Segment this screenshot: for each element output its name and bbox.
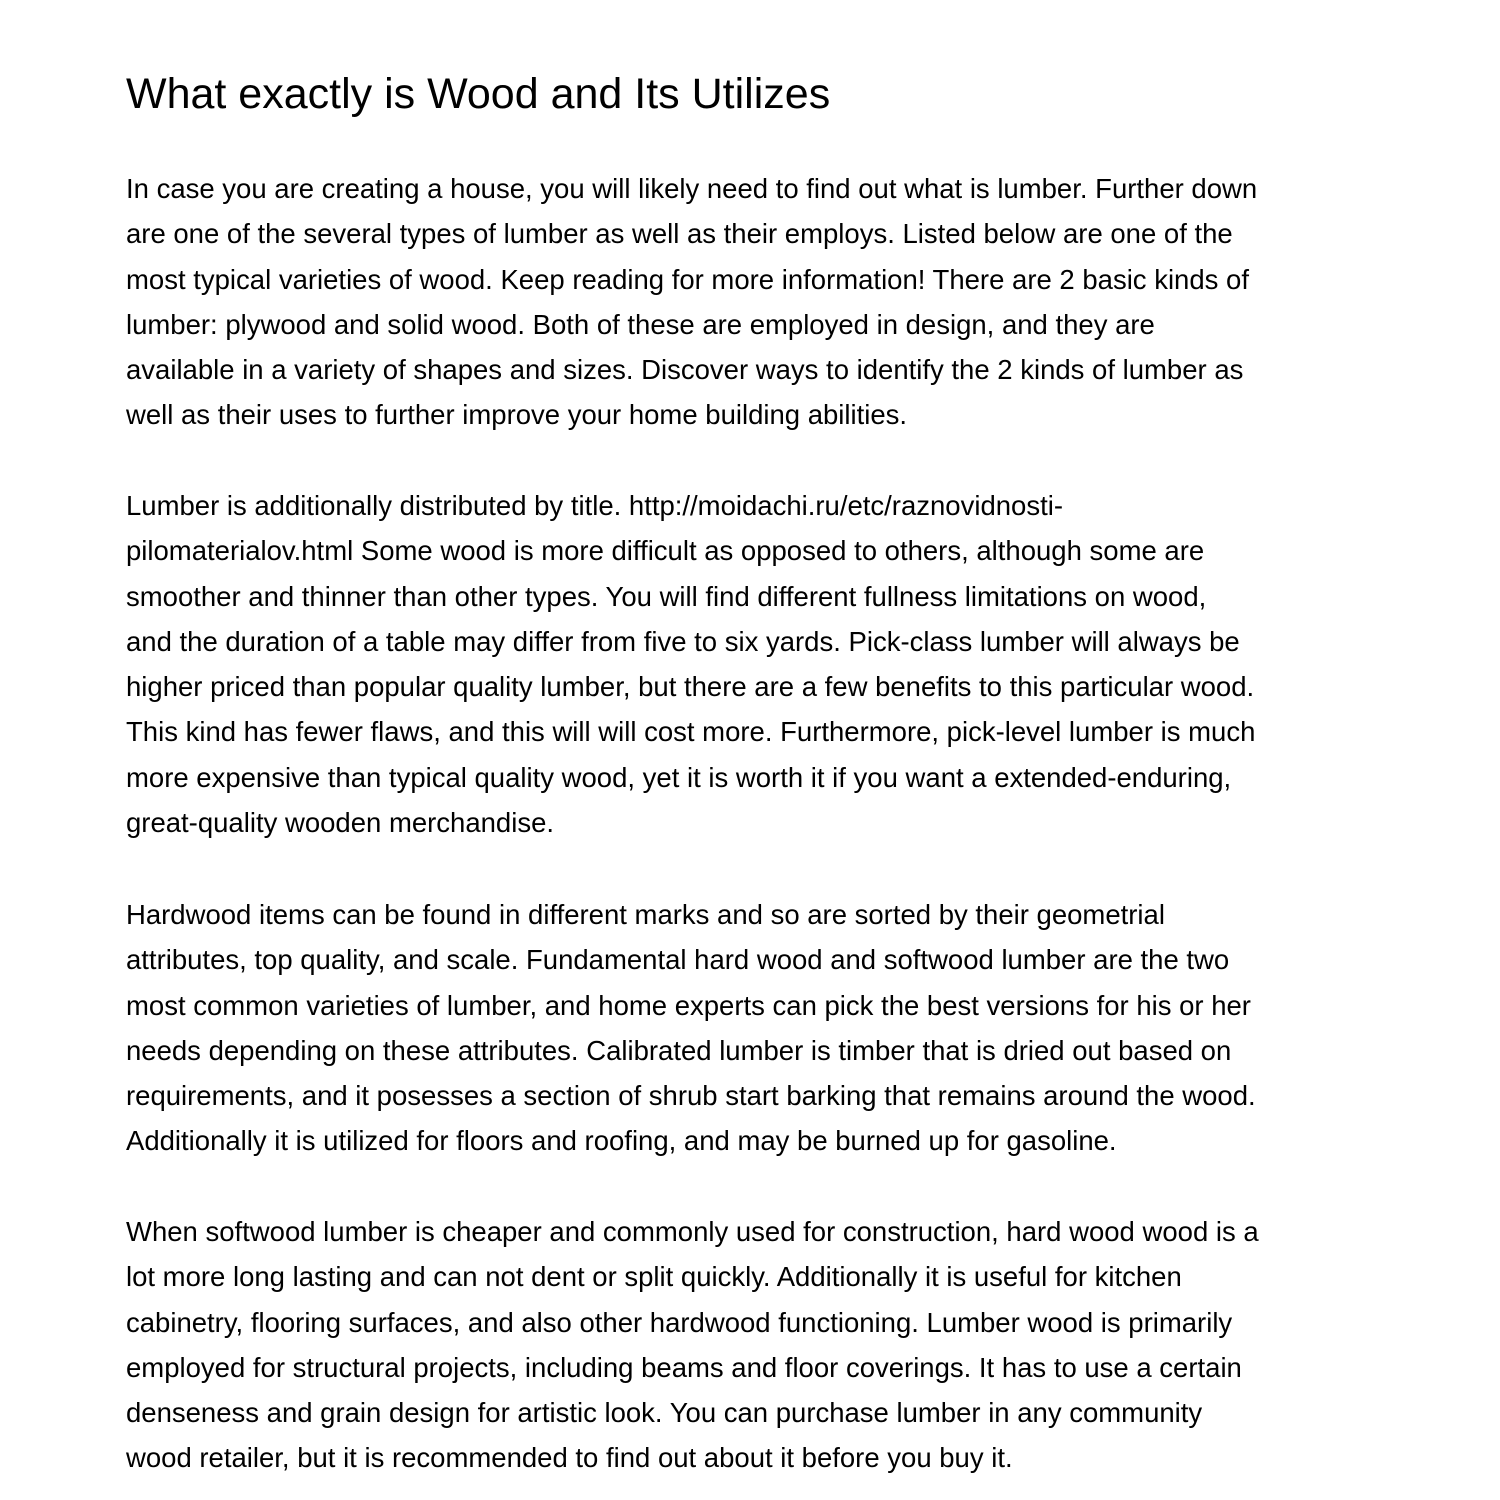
paragraph-line: higher priced than popular quality lumber, but there are a few benefits to this particular wood. <box>126 671 1255 703</box>
paragraph-line: wood retailer, but it is recommended to find out about it before you buy it. <box>126 1442 1013 1474</box>
paragraph-line: cabinetry, flooring surfaces, and also other hardwood functioning. Lumber wood is primarily <box>126 1306 1233 1338</box>
paragraph-1 <box>126 166 1257 438</box>
paragraph-line: most typical varieties of wood. Keep reading for more information! There are 2 basic kinds of <box>126 263 1249 295</box>
paragraph-line: In case you are creating a house, you will likely need to find out what is lumber. Further down <box>126 173 1258 204</box>
paragraph-2 <box>126 483 1255 845</box>
paragraph-line: Lumber is additionally distributed by title. http://moidachi.ru/etc/raznovidnosti- <box>126 490 1063 521</box>
paragraph-line: are one of the several types of lumber as well as their employs. Listed below are one of the <box>126 218 1233 250</box>
paragraph-line: denseness and grain design for artistic look. You can purchase lumber in any community <box>126 1397 1203 1429</box>
paragraph-line: requirements, and it posesses a section of shrub start barking that remains around the wood. <box>126 1080 1256 1112</box>
paragraph-line: most common varieties of lumber, and home experts can pick the best versions for his or her <box>126 989 1251 1021</box>
paragraph-4 <box>126 1209 1259 1481</box>
paragraph-line: pilomaterialov.html Some wood is more difficult as opposed to others, although some are <box>126 535 1205 567</box>
paragraph-line: This kind has fewer flaws, and this will will cost more. Furthermore, pick-level lumber is much <box>126 716 1256 748</box>
paragraph-line: more expensive than typical quality wood, yet it is worth it if you want a extended-enduring, <box>126 761 1232 793</box>
paragraph-line: employed for structural projects, including beams and floor coverings. It has to use a certain <box>126 1351 1242 1383</box>
paragraph-line: needs depending on these attributes. Calibrated lumber is timber that is dried out based on <box>126 1034 1232 1066</box>
paragraph-line: Additionally it is utilized for floors and roofing, and may be burned up for gasoline. <box>126 1125 1117 1157</box>
paragraph-line: and the duration of a table may differ from five to six yards. Pick-class lumber will always be <box>126 625 1240 657</box>
paragraph-line: Hardwood items can be found in different marks and so are sorted by their geometrial <box>126 899 1165 930</box>
paragraph-line: great-quality wooden merchandise. <box>126 807 555 839</box>
paragraph-line: When softwood lumber is cheaper and commonly used for construction, hard wood wood is a <box>126 1216 1259 1247</box>
paragraph-line: available in a variety of shapes and sizes. Discover ways to identify the 2 kinds of lumber as <box>126 354 1244 386</box>
paragraph-line: smoother and thinner than other types. You will find different fullness limitations on wood, <box>126 580 1207 612</box>
paragraph-line: lot more long lasting and can not dent or split quickly. Additionally it is useful for kitchen <box>126 1261 1182 1293</box>
paragraph-line: lumber: plywood and solid wood. Both of these are employed in design, and they are <box>126 308 1155 340</box>
document-title: What exactly is Wood and Its Utilizes <box>126 70 831 118</box>
paragraph-line: attributes, top quality, and scale. Fundamental hard wood and softwood lumber are the two <box>126 944 1230 976</box>
paragraph-line: well as their uses to further improve your home building abilities. <box>126 399 908 431</box>
paragraph-3 <box>126 892 1256 1164</box>
